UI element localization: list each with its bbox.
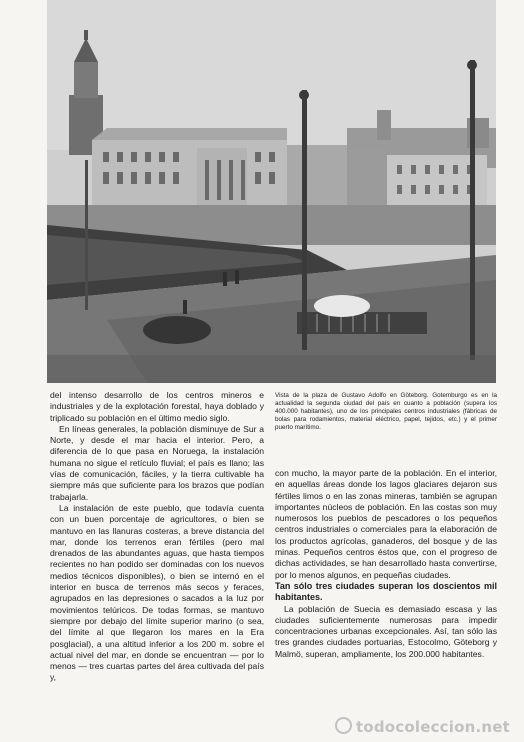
watermark bbox=[335, 717, 510, 736]
body-paragraph: La instalación de este pueblo, que todavía cuenta con un buen porcentaje de agricultores, o bien se mantuvo en las llanuras costeras, a breve distancia del mar, donde los terrenos eran fértiles (pero mal drenados de las abundantes aguas, que hasta tiempos recientes no han podido ser dominadas con los nuevos medios técnicos disponibles), o bien se internó en el interior en busca de terrenos más secos y feraces, agrupados en las depresiones o sacados a la luz por movimientos telúricos. De todas formas, se mantuvo siempre por debajo del límite superior marino (o sea, del límite al que llegaron los mares en la Era posglacial), a una altitud inferior a los 200 m. sobre el actual nivel del mar, en donde se encuentran — por lo menos — tres cuartas partes del área cultivada del país y, bbox=[50, 502, 264, 683]
right-text-column bbox=[275, 468, 497, 660]
body-paragraph: La población de Suecia es demasiado escasa y las ciudades suficientemente numerosas para impedir concentraciones urbanas excepcionales. Así, tan sólo las tres grandes ciudades portuarias, Estocolmo, Göteborg y Malmö, superan, ampliamente, los 200.000 habitantes. bbox=[275, 603, 497, 659]
photo-illustration bbox=[47, 0, 496, 383]
body-paragraph: con mucho, la mayor parte de la población. En el interior, en aquellas áreas donde los lagos glaciares dejaron sus fértiles limos o en las zonas mineras, también se agrupan importantes núcleos de población. En las costas son muy numerosos los pueblos de pescadores o los pequeños centros industriales o comerciales para la elaboración de los productos agrícolas, ganaderos, del bosque y de las minas. Pequeños centros éstos que, con el progreso de dichas actividades, se han desarrollado hasta convertirse, por lo menos algunos, en pequeñas ciudades. bbox=[275, 468, 497, 580]
section-heading: Tan sólo tres ciudades superan los doscientos mil habitantes. bbox=[275, 580, 497, 603]
watermark-logo-icon bbox=[335, 717, 352, 734]
watermark-text: todocoleccion.net bbox=[355, 718, 510, 736]
body-paragraph: En líneas generales, la población disminuye de Sur a Norte, y desde el mar hacia el interior. Pero, a diferencia de lo que pasa en Noruega, la instalación humana no sigue el retículo fluvial; el país es llano; las vías de comunicación, fáciles, y la tierra cultivable ha siempre más que suficiente para los brazos que podían trabajarla. bbox=[50, 423, 264, 502]
photo-caption: Vista de la plaza de Gustavo Adolfo en Göteborg. Gotemburgo es en la actualidad la segunda ciudad del país en cuanto a población (supera los 400.000 habitantes), uno de los principales centros industriales (fábricas de bolas para rodamientos, material eléctrico, papel, tejidos, etc.) y el primer puerto marítimo. bbox=[275, 392, 497, 431]
left-text-column bbox=[50, 390, 264, 684]
body-paragraph: del intenso desarrollo de los centros mineros e industriales y de la explotación forestal, haya doblado y triplicado su población en el último medio siglo. bbox=[50, 390, 264, 423]
city-square-photo bbox=[47, 0, 496, 383]
